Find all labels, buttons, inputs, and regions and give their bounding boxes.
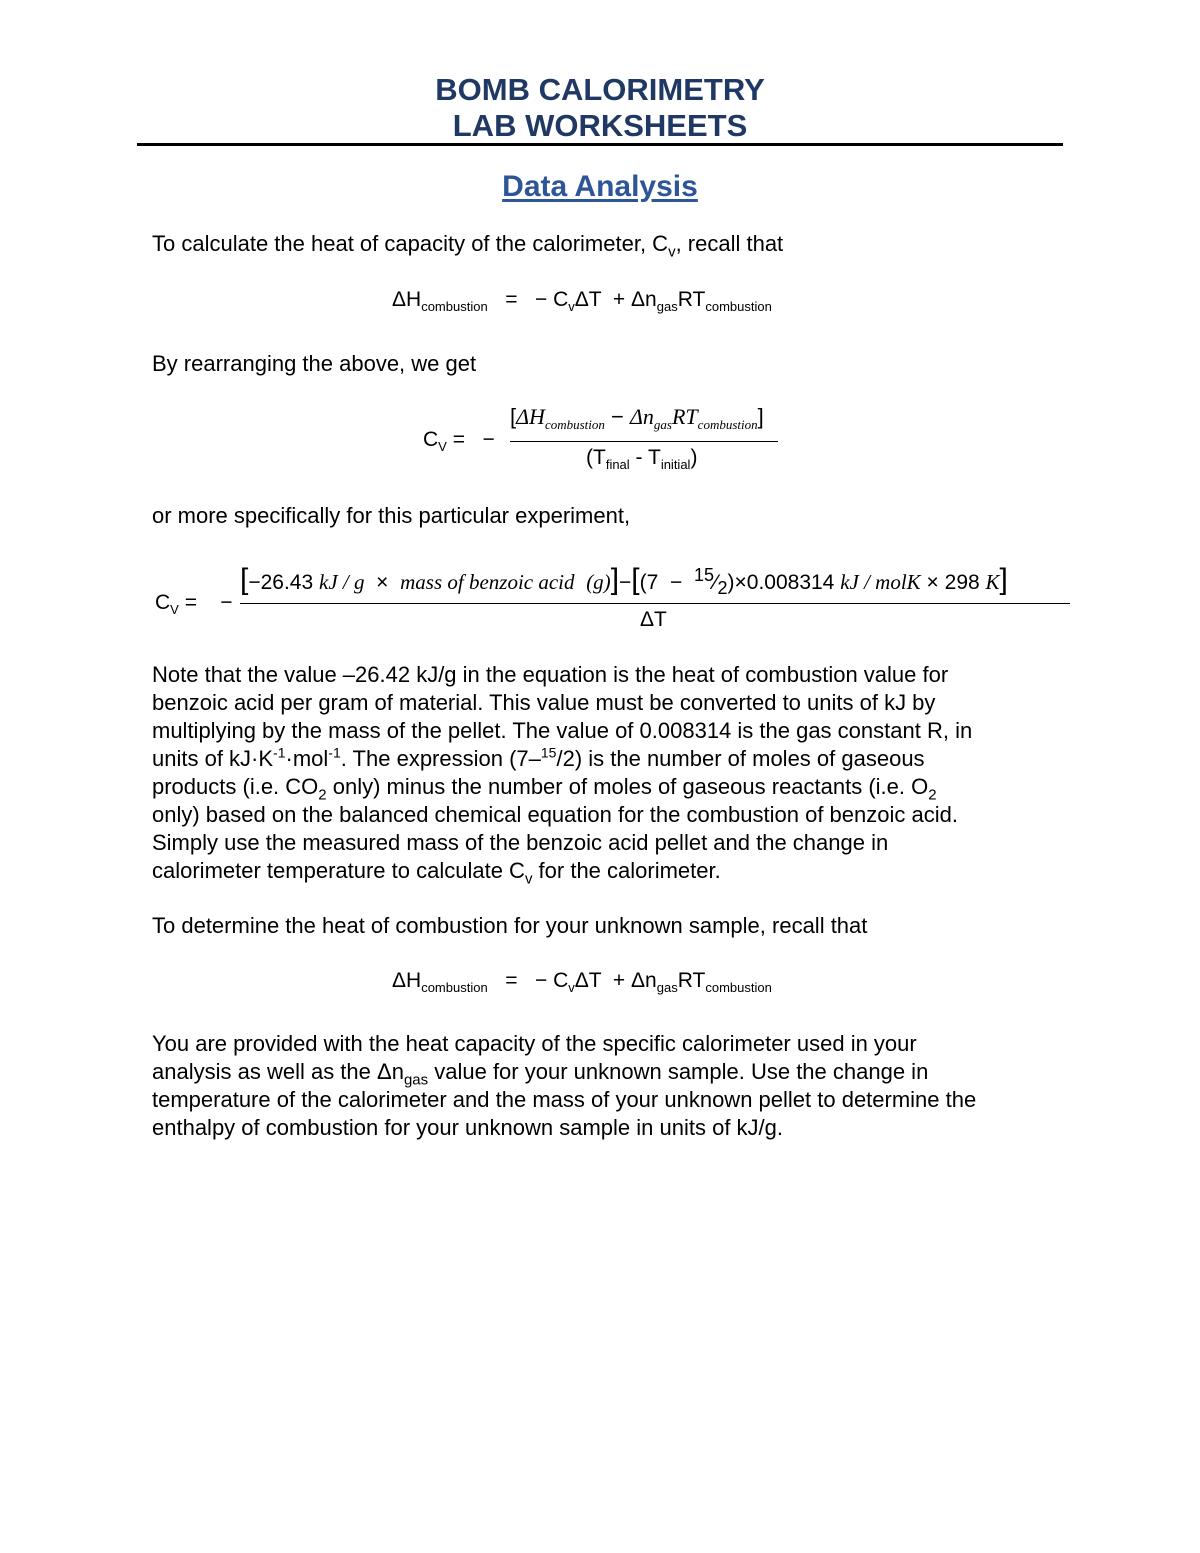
equation-cv-lhs: $C_V$ = − — [423, 428, 495, 454]
equation-cv-numerator: $[\Delta H_{combustion} - \Delta n_{gas}RT_{combustion}]$ — [510, 404, 764, 432]
worksheet-title-line1: BOMB CALORIMETRY — [435, 72, 765, 107]
equation-combustion-1: $\Delta H_{combustion}$ = − $C_v\Delta T + \Delta n_{gas}RT_{combustion}$ — [392, 288, 772, 314]
equation-combustion-2: $\Delta H_{combustion}$ = − $C_v\Delta T + \Delta n_{gas}RT_{combustion}$ — [392, 969, 772, 995]
equation-cv-specific-denominator: ΔT — [640, 608, 667, 631]
equation-cv-specific-fraction-bar — [240, 603, 1070, 604]
equation-cv-fraction-bar — [510, 441, 778, 442]
worksheet-title-line2: LAB WORKSHEETS — [452, 108, 748, 143]
note-paragraph: Note that the value –26.42 kJ/g in the equation is the heat of combustion value for benzoic acid per gram of material. This value must be converted to units of kJ by multiplying by the mass of the pellet. The value of 0.008314 is the gas constant R, in units of $kJ\cdot K^{-1}\cdot mol^{-1}$. The expression (7–$^{15}$/2) is the number of moles of gaseous products (i.e. $CO_2$ only) minus the number of moles of gaseous reactants (i.e. $O_2$ only) based on the balanced chemical equation for the combustion of benzoic acid. Simply use the measured mass of the benzoic acid pellet and the change in calorimeter temperature to calculate $C_v$ for the calorimeter. — [152, 662, 973, 888]
equation-cv-specific-numerator: [−26.43 kJ / g × mass of benzoic acid $(g)]-[(7 - ^{15}⁄_2)\times 0.008314$ kJ / molK × 298 K] — [240, 563, 1008, 598]
specific-paragraph: or more specifically for this particular experiment, — [152, 503, 631, 528]
final-paragraph: You are provided with the heat capacity of the specific calorimeter used in your analysis as well as the $\Delta n_{gas}$ value for your unknown sample. Use the change in temperature of the calorimeter and the mass of your unknown pellet to determine the enthalpy of combustion for your unknown sample in units of kJ/g. — [152, 1031, 977, 1140]
equation-cv-specific-lhs: $C_V$ = − — [155, 591, 233, 617]
determine-paragraph: To determine the heat of combustion for your unknown sample, recall that — [152, 913, 868, 938]
section-heading: Data Analysis — [502, 170, 698, 203]
intro-paragraph: To calculate the heat of capacity of the calorimeter, $C_v$, recall that — [152, 231, 784, 261]
rearrange-paragraph: By rearranging the above, we get — [152, 351, 477, 376]
header-divider — [137, 143, 1063, 146]
equation-cv-denominator: $(T_{final} - T_{initial})$ — [586, 446, 698, 472]
